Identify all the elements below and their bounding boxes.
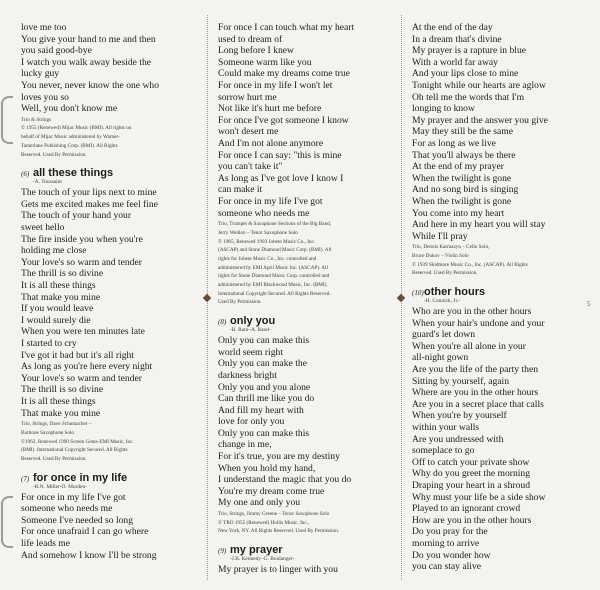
track-number: (10) — [412, 289, 424, 298]
song-heading — [21, 472, 203, 484]
lyric-line: You never, never know the one who — [21, 79, 159, 91]
lyric-line: And fill my heart with — [218, 404, 304, 416]
lyric-line: My one and only you — [218, 497, 301, 509]
credit-line: rights for Jobete Music Co., Inc. controlled and — [218, 255, 317, 262]
lyric-line: guard's let down — [412, 329, 476, 341]
credit-line: administered by EMI Blackwood Music, Inc. (BMI). — [218, 282, 328, 289]
lyric-line: That you'll always be there — [412, 149, 516, 161]
lyric-line: Long before I knew — [218, 45, 294, 57]
song-heading — [218, 544, 378, 556]
lyric-line: Someone I've needed so long — [21, 514, 134, 526]
lyric-line: Where are you in the other hours — [412, 387, 539, 399]
lyric-line: I've got it bad but it's all right — [21, 349, 134, 361]
song-title: all these things — [33, 167, 114, 180]
song-lyrics — [412, 306, 582, 573]
credit-line: © 1939 Skidmore Music Co., Inc. (ASCAP). All Rights — [412, 261, 528, 268]
page-number: 5 — [587, 300, 591, 308]
lyric-line: And your lips close to mine — [412, 68, 519, 80]
credit-line: Tamerlane Publishing Corp. (BMI). All Rights — [21, 142, 118, 149]
lyric-line: you can stay alive — [412, 561, 481, 573]
lyric-line: Are you in a secret place that calls — [412, 398, 544, 410]
track-number: (9) — [218, 547, 227, 556]
lyric-line: It is all these things — [21, 280, 96, 292]
credit-line: Jerry Weldon – Tenor Saxophone Solo — [218, 229, 298, 236]
credit-line: rights for Stone Diamond Music Corp. controlled and — [218, 273, 330, 280]
song-credit — [21, 419, 203, 463]
lyric-line: The touch of your hand your — [21, 210, 132, 222]
lyric-line: Why must your life be a side show — [412, 491, 546, 503]
lyrics-column-2 — [218, 22, 378, 576]
continued-credit — [412, 242, 582, 277]
lyric-line: For once in my life I've got — [218, 195, 323, 207]
intro-credit — [21, 115, 203, 159]
lyric-line: darkness bright — [218, 369, 277, 381]
lyric-line: My prayer and the answer you give — [412, 114, 548, 126]
lyric-line: At the end of my prayer — [412, 161, 504, 173]
lyric-line: Only you and you alone — [218, 381, 311, 393]
continued-lyrics — [218, 22, 378, 219]
credit-line: International Copyright Secured. All Rights Reserved. — [218, 290, 331, 297]
song-heading — [218, 315, 378, 327]
lyric-line: Only you can make the — [218, 358, 307, 370]
track-number: (7) — [21, 474, 30, 483]
lyric-line: I would surely die — [21, 314, 91, 326]
lyric-line: That make you mine — [21, 407, 101, 419]
lyric-line: used to dream of — [218, 33, 283, 45]
song-lyrics — [21, 492, 203, 562]
lyric-line: For once unafraid I can go where — [21, 526, 149, 538]
credit-line: administered by EMI April Music Inc. (ASCAP). All — [218, 264, 328, 271]
lyric-line: And somehow I know I'll be strong — [21, 549, 157, 561]
lyric-line: May they still be the same — [412, 126, 513, 138]
song-lyrics — [21, 187, 203, 419]
lyric-line: lucky guy — [21, 68, 60, 80]
lyric-line: The touch of your lips next to mine — [21, 187, 157, 199]
continued-credit — [218, 219, 378, 306]
credit-line: (BMI). International Copyright Secured. All Rights — [21, 447, 128, 454]
credit-line: Trio, Dennis Karmazyn – Cello Solo, — [412, 244, 490, 251]
lyric-line: love me too — [21, 22, 67, 33]
lyric-line: Your love's so warm and tender — [21, 256, 142, 268]
lyric-line: Played to an ignorant crowd — [412, 503, 521, 515]
lyric-line: If you would leave — [21, 303, 94, 315]
song-title: for once in my life — [33, 471, 128, 484]
lyric-line: When you hold my hand, — [218, 462, 316, 474]
lyric-line: Do you wonder how — [412, 549, 491, 561]
lyric-line: And here in my heart you will stay — [412, 219, 546, 231]
lyric-line: Draping your heart in a shroud — [412, 480, 531, 491]
song-title: my prayer — [230, 544, 283, 557]
credit-line: Reserved. Used By Permission. — [412, 270, 478, 277]
lyric-line: you said good-bye — [21, 45, 92, 57]
lyric-line: holding me close — [21, 245, 87, 257]
song-title: only you — [230, 315, 276, 328]
song-only-you — [218, 315, 378, 535]
lyric-line: When you're by yourself — [412, 410, 507, 422]
lyric-line: Not like it's hurt me before — [218, 103, 322, 115]
lyric-line: As long as I've got love I know I — [218, 172, 344, 184]
lyric-line: My prayer is a rapture in blue — [412, 45, 527, 57]
credit-line: Bruce Dukov – Violin Solo — [412, 252, 469, 259]
song-authors: -H. Connick, Jr.- — [424, 298, 461, 305]
lyric-line: When the twilight is gone — [412, 195, 512, 207]
lyric-line: For once I can say: "this is mine — [218, 149, 342, 161]
lyric-line: all-night gown — [412, 352, 469, 364]
song-for-once-in-my-life — [21, 472, 203, 562]
lyric-line: For once I've got someone I know — [218, 114, 349, 126]
song-my-prayer — [218, 544, 378, 576]
lyric-line: life leads me — [21, 538, 71, 550]
lyrics-column-3 — [412, 22, 582, 573]
song-heading — [412, 286, 582, 298]
lyric-line: When the twilight is gone — [412, 172, 512, 184]
track-number: (6) — [21, 170, 30, 179]
song-lyrics — [218, 564, 378, 576]
lyric-line: sweet hello — [21, 222, 65, 234]
lyric-line: Why do you greet the morning — [412, 468, 531, 480]
lyric-line: At the end of the day — [412, 22, 493, 33]
left-margin-bracket-top — [1, 96, 13, 144]
lyric-line: Are you undressed with — [412, 433, 504, 445]
lyric-line: How are you in the other hours — [412, 514, 532, 526]
lyric-line: That make you mine — [21, 291, 101, 303]
lyric-line: love for only you — [218, 416, 285, 428]
song-heading — [21, 167, 203, 179]
lyric-line: Could make my dreams come true — [218, 68, 350, 80]
credit-line: Trio, Strings, Jimmy Greene – Tenor Saxophone Solo — [218, 511, 330, 518]
lyric-line: You give your hand to me and then — [21, 33, 156, 45]
lyric-line: When you're all alone in your — [412, 340, 526, 352]
credit-line: © 1955 (Renewed) Mijac Music (BMI). All rights on — [21, 125, 132, 132]
lyric-line: In a dream that's divine — [412, 33, 502, 45]
lyric-line: Can thrill me like you do — [218, 393, 315, 405]
credit-line: Trio & Strings — [21, 116, 52, 123]
song-authors: -R.N. Miller-O. Murden- — [33, 483, 87, 490]
lyric-line: It is all these things — [21, 395, 96, 407]
lyric-line: And no song bird is singing — [412, 184, 519, 196]
credit-line: © 1965, Renewed 1993 Jobete Music Co., Inc. — [218, 238, 316, 245]
lyric-line: loves you so — [21, 91, 69, 103]
song-lyrics — [218, 335, 378, 509]
lyric-line: Your love's so warm and tender — [21, 372, 142, 384]
song-credit — [218, 509, 378, 535]
lyric-line: For once in my life I won't let — [218, 79, 333, 91]
credit-line: Used By Permission. — [218, 299, 262, 306]
lyric-line: someplace to go — [412, 445, 475, 457]
credit-line: Trio, Strings, Dave Schumacher – — [21, 421, 92, 428]
lyric-line: someone who needs me — [21, 503, 113, 515]
lyric-line: Off to catch your private show — [412, 456, 530, 468]
lyric-line: When you were ten minutes late — [21, 326, 145, 338]
credit-line: © TRO 1955 (Renewed) Hollis Music, Inc., — [218, 519, 310, 526]
lyric-line: world seem right — [218, 346, 284, 358]
lyric-line: within your walls — [412, 422, 480, 434]
song-authors: -J.B. Kennedy–G. Boulanger- — [230, 556, 295, 563]
lyric-line: you can't take it" — [218, 161, 283, 173]
lyric-line: longing to know — [412, 103, 475, 115]
credit-line: Reserved. Used By Permission. — [21, 151, 87, 158]
credit-line: New York, NY. All Rights Reserved. Used By Permission. — [218, 528, 340, 535]
track-number: (8) — [218, 318, 227, 327]
lyric-line: can make it — [218, 184, 263, 196]
lyric-line: Gets me excited makes me feel fine — [21, 198, 158, 210]
lyric-line: Oh tell me the words that I'm — [412, 91, 525, 103]
continued-lyrics — [412, 22, 582, 242]
lyric-line: change in me, — [218, 439, 272, 451]
lyric-line: Sitting by yourself, again — [412, 375, 509, 387]
lyric-line: someone who needs me — [218, 207, 310, 219]
lyric-line: Only you can make this — [218, 335, 310, 347]
lyric-line: For once in my life I've got — [21, 491, 126, 503]
credit-line: Trio, Trumpet & Saxophone Sections of the Big Band, — [218, 221, 332, 228]
credit-line: Reserved. Used By Permission. — [21, 455, 87, 462]
lyric-line: For it's true, you are my destiny — [218, 451, 340, 463]
lyrics-column-1 — [21, 22, 203, 561]
song-authors: -A. Toussaint — [33, 179, 62, 186]
song-all-these-things — [21, 167, 203, 462]
lyric-line: And I'm not alone anymore — [218, 137, 324, 149]
lyric-line: For once I can touch what my heart — [218, 22, 355, 33]
left-margin-bracket-bottom — [1, 496, 13, 548]
lyric-line: I watch you walk away beside the — [21, 56, 152, 68]
lyric-line: As long as you're here every night — [21, 361, 153, 373]
credit-line: Baritone Saxophone Solo — [21, 429, 75, 436]
lyric-line: The thrill is so divine — [21, 384, 104, 396]
lyric-line: Only you can make this — [218, 427, 310, 439]
lyric-line: While I'll pray — [412, 230, 468, 242]
lyric-line: Someone warm like you — [218, 56, 312, 68]
song-title: other hours — [424, 286, 486, 299]
song-authors: -B. Ram–A. Rand– — [230, 327, 272, 334]
lyric-line: Well, you don't know me — [21, 103, 118, 115]
lyric-line: You come into my heart — [412, 207, 505, 219]
lyric-line: When your hair's undone and your — [412, 317, 545, 329]
lyric-line: I started to cry — [21, 337, 77, 349]
lyric-line: Do you pray for the — [412, 526, 488, 538]
credit-line: ©1962, Renewed 1990 Screen Gems-EMI Music, Inc. — [21, 438, 134, 445]
lyric-line: I understand the magic that you do — [218, 474, 352, 486]
lyric-line: won't desert me — [218, 126, 279, 138]
credit-line: behalf of Mijac Music administered by Warner- — [21, 134, 120, 141]
lyric-line: You're my dream come true — [218, 485, 325, 497]
lyric-line: The fire inside you when you're — [21, 233, 143, 245]
lyric-line: morning to arrive — [412, 537, 480, 549]
lyric-line: sorrow hurt me — [218, 91, 277, 103]
intro-lyrics — [21, 22, 203, 115]
song-other-hours — [412, 286, 582, 573]
lyric-line: With a world far away — [412, 56, 498, 68]
lyric-line: My prayer is to linger with you — [218, 564, 338, 576]
lyric-line: Who are you in the other hours — [412, 306, 532, 318]
lyric-line: Tonight while our hearts are aglow — [412, 79, 546, 91]
lyric-line: Are you the life of the party then — [412, 364, 539, 376]
lyric-line: For as long as we live — [412, 137, 496, 149]
lyric-line: The thrill is so divine — [21, 268, 104, 280]
credit-line: (ASCAP) and Stone Diamond Music Corp. (BMI). All — [218, 247, 332, 254]
